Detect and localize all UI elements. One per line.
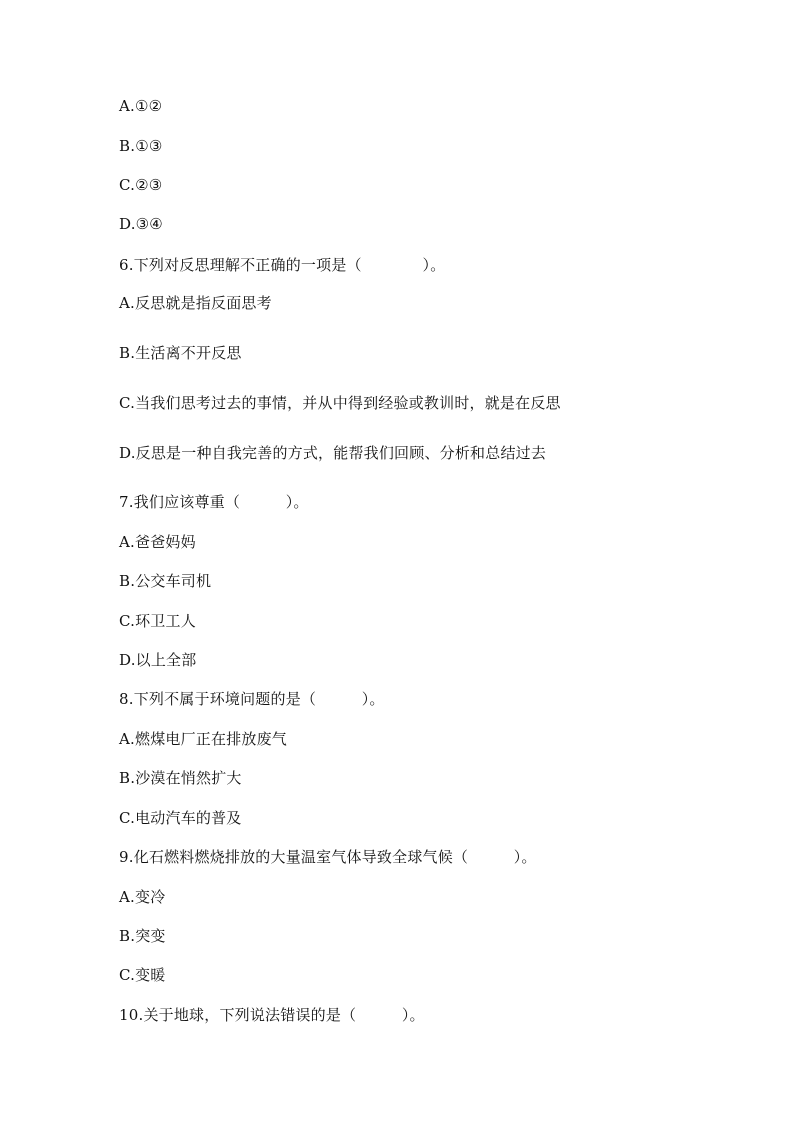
- q8-stem: 8.下列不属于环境问题的是（ ）。: [119, 690, 385, 708]
- q5-option-b: B.①③: [119, 137, 163, 155]
- q8-option-c: C.电动汽车的普及: [119, 809, 242, 827]
- q9-option-b: B.突变: [119, 927, 166, 945]
- q6-option-a: A.反思就是指反面思考: [119, 294, 272, 312]
- q6-stem: 6.下列对反思理解不正确的一项是（ ）。: [119, 256, 446, 274]
- q9-option-a: A.变冷: [119, 888, 166, 906]
- q7-stem: 7.我们应该尊重（ ）。: [119, 493, 309, 511]
- q8-option-a: A.燃煤电厂正在排放废气: [119, 730, 288, 748]
- q5-option-c: C.②③: [119, 176, 163, 194]
- q7-option-a: A.爸爸妈妈: [119, 533, 196, 551]
- q5-option-a: A.①②: [119, 97, 163, 115]
- q8-option-b: B.沙漠在悄然扩大: [119, 769, 242, 787]
- q6-option-d: D.反思是一种自我完善的方式，能帮我们回顾、分析和总结过去: [119, 444, 547, 462]
- q9-option-c: C.变暖: [119, 966, 166, 984]
- q7-option-c: C.环卫工人: [119, 612, 196, 630]
- q9-stem: 9.化石燃料燃烧排放的大量温室气体导致全球气候（ ）。: [119, 848, 537, 866]
- q7-option-d: D.以上全部: [119, 651, 197, 669]
- q6-option-b: B.生活离不开反思: [119, 344, 242, 362]
- q7-option-b: B.公交车司机: [119, 572, 212, 590]
- q10-stem: 10.关于地球，下列说法错误的是（ ）。: [119, 1006, 425, 1024]
- q6-option-c: C.当我们思考过去的事情，并从中得到经验或教训时，就是在反思: [119, 394, 561, 412]
- q5-option-d: D.③④: [119, 215, 163, 233]
